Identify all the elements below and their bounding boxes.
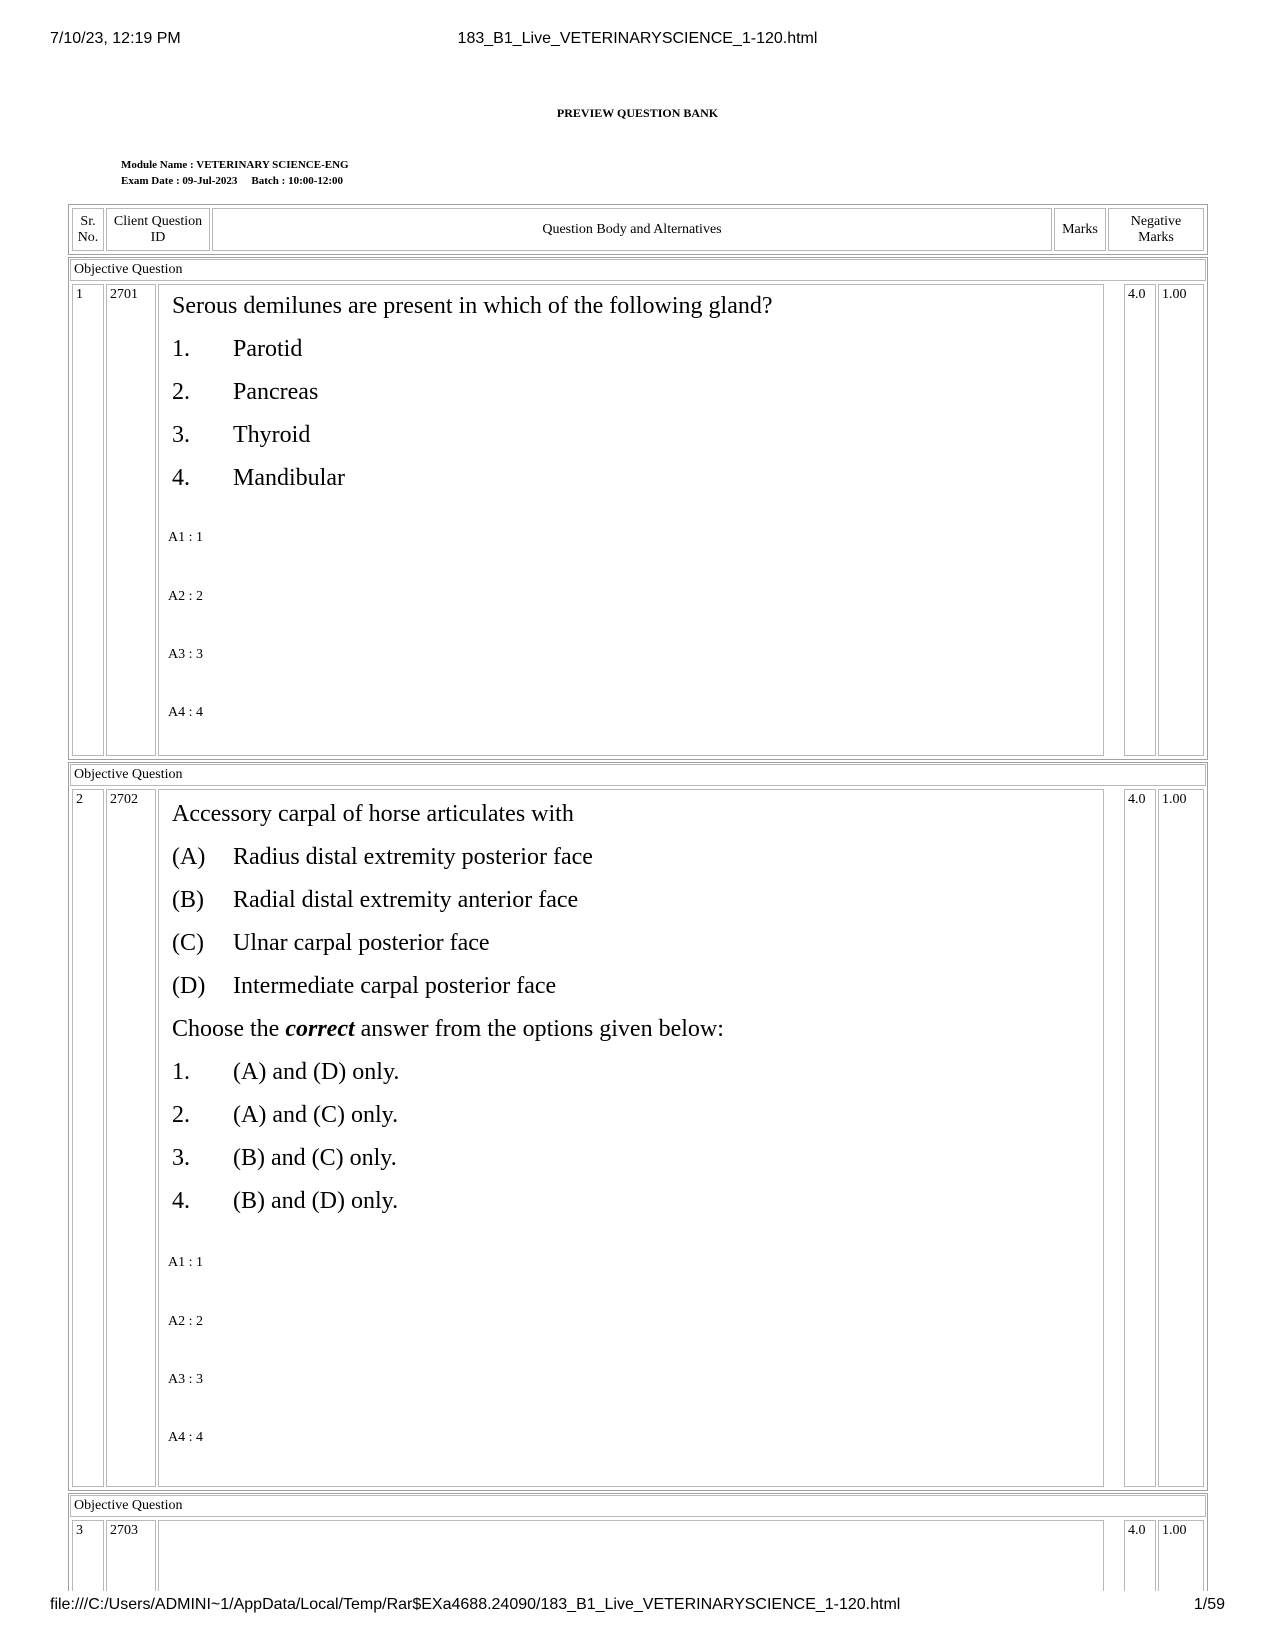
question-sr-no: 3: [72, 1520, 104, 1591]
question-client-id: 2701: [106, 284, 156, 756]
answer-key: A2 : 2: [168, 1314, 203, 1329]
batch: Batch : 10:00-12:00: [251, 175, 344, 187]
choose-instruction: [172, 1016, 724, 1043]
print-header: [50, 30, 1225, 52]
statement-label: (A): [172, 844, 206, 870]
page-title: PREVIEW QUESTION BANK: [556, 106, 719, 120]
header-question-body: Question Body and Alternatives: [212, 208, 1052, 251]
statement-text: Intermediate carpal posterior face: [233, 973, 557, 999]
question-marks: 4.0: [1124, 284, 1156, 756]
statement-label: (C): [172, 930, 204, 956]
print-datetime: 7/10/23, 12:19 PM: [50, 30, 181, 47]
print-doc-name: 183_B1_Live_VETERINARYSCIENCE_1-120.html: [457, 30, 818, 47]
answer-key: A4 : 4: [168, 705, 203, 720]
statement-text: Radius distal extremity posterior face: [233, 844, 593, 870]
question-negative-marks: 1.00: [1158, 284, 1204, 756]
question-type-label: Objective Question: [70, 1495, 1206, 1517]
question-type-label: Objective Question: [70, 764, 1206, 786]
print-page-number: 1/59: [1193, 1596, 1225, 1613]
option-text: (B) and (C) only.: [233, 1145, 397, 1171]
option-text: Mandibular: [233, 465, 345, 491]
choose-emphasis: correct: [285, 1016, 355, 1042]
question-type-label: Objective Question: [70, 259, 1206, 281]
header-marks: Marks: [1054, 208, 1106, 251]
question-client-id: 2703: [106, 1520, 156, 1591]
option-text: Pancreas: [233, 379, 319, 405]
answer-key: A2 : 2: [168, 589, 203, 604]
option-number: 3.: [172, 422, 190, 448]
option-text: (A) and (D) only.: [233, 1059, 400, 1085]
answer-key: A3 : 3: [168, 1372, 203, 1387]
exam-date: Exam Date : 09-Jul-2023: [121, 175, 238, 187]
question-sr-no: 2: [72, 789, 104, 1487]
statement-label: (B): [172, 887, 204, 913]
print-file-path: file:///C:/Users/ADMINI~1/AppData/Local/Temp/Rar$EXa4688.24090/183_B1_Live_VETERINARYSCIENCE_1-120.html: [50, 1596, 901, 1613]
option-number: 4.: [172, 465, 190, 491]
choose-post: answer from the options given below:: [354, 1016, 724, 1042]
header-negative-marks: Negative Marks: [1108, 208, 1204, 251]
answer-key: A1 : 1: [168, 1255, 203, 1270]
statement-text: Ulnar carpal posterior face: [233, 930, 490, 956]
header-client-qid: Client Question ID: [106, 208, 210, 251]
question-negative-marks: 1.00: [1158, 1520, 1204, 1591]
option-number: 2.: [172, 1102, 190, 1128]
option-text: Thyroid: [233, 422, 311, 448]
option-number: 4.: [172, 1188, 190, 1214]
option-number: 1.: [172, 1059, 190, 1085]
question-sr-no: 1: [72, 284, 104, 756]
question-body-cell: [158, 1520, 1104, 1591]
answer-key: A4 : 4: [168, 1430, 203, 1445]
module-name: Module Name : VETERINARY SCIENCE-ENG: [121, 159, 349, 171]
question-marks: 4.0: [1124, 1520, 1156, 1591]
header-sr-no: Sr. No.: [72, 208, 104, 251]
question-marks: 4.0: [1124, 789, 1156, 1487]
option-number: 3.: [172, 1145, 190, 1171]
statement-label: (D): [172, 973, 206, 999]
statement-text: Radial distal extremity anterior face: [233, 887, 579, 913]
option-text: (A) and (C) only.: [233, 1102, 399, 1128]
option-number: 2.: [172, 379, 190, 405]
question-client-id: 2702: [106, 789, 156, 1487]
answer-key: A1 : 1: [168, 530, 203, 545]
exam-info: [121, 175, 343, 187]
print-footer: [50, 1596, 1225, 1618]
question-stem: Serous demilunes are present in which of the following gland?: [172, 293, 773, 319]
option-text: Parotid: [233, 336, 303, 362]
question-negative-marks: 1.00: [1158, 789, 1204, 1487]
answer-key: A3 : 3: [168, 647, 203, 662]
option-number: 1.: [172, 336, 190, 362]
choose-pre: Choose the: [172, 1016, 286, 1042]
option-text: (B) and (D) only.: [233, 1188, 399, 1214]
question-stem: Accessory carpal of horse articulates with: [172, 801, 574, 827]
